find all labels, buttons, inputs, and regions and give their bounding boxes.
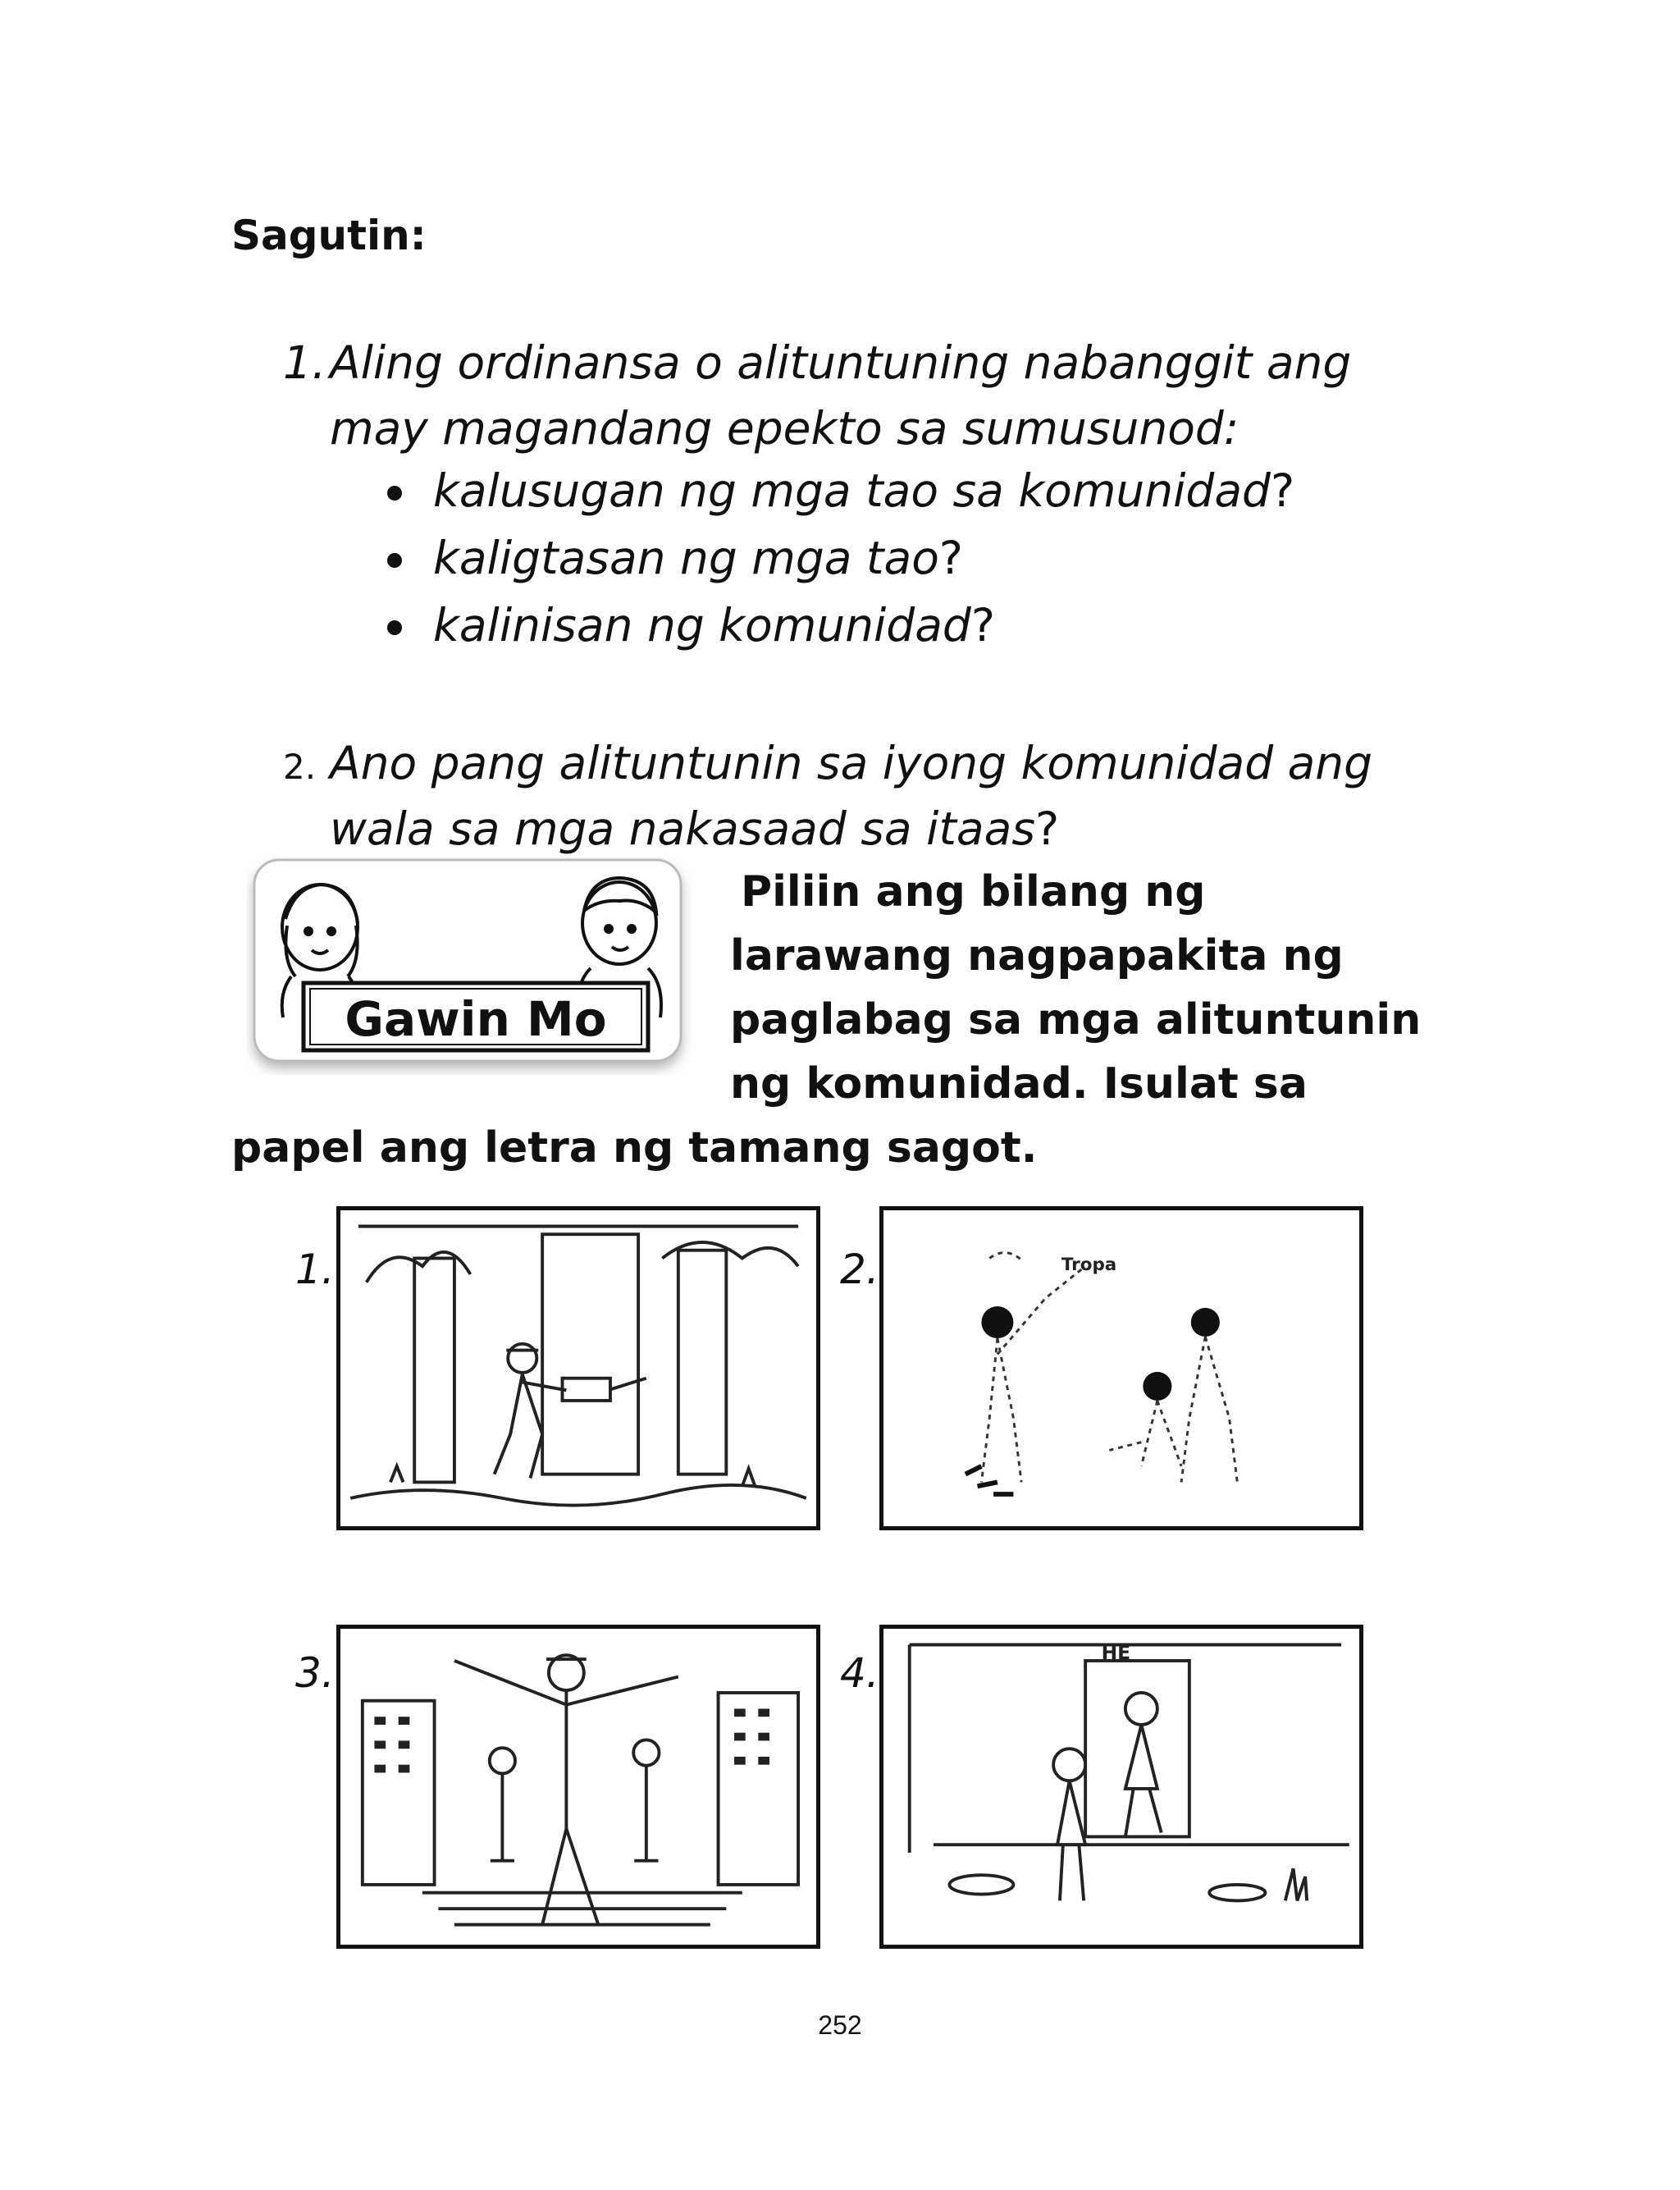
instruction-line-5: papel ang letra ng tamang sagot. xyxy=(231,1123,1038,1173)
bullet-dot xyxy=(387,620,402,635)
bullet-item-3 xyxy=(433,599,995,652)
picture-2-number: 2. xyxy=(840,1246,879,1293)
man-cutting-tree-illustration xyxy=(340,1210,816,1526)
question-1 xyxy=(283,330,326,395)
bullet-text: kalinisan ng komunidad xyxy=(433,599,971,652)
question-2-line-2-text: wala sa mga nakasaad sa itaas xyxy=(330,802,1035,855)
instruction-line-2: larawang nagpapakita ng xyxy=(730,931,1344,981)
bullet-item-1 xyxy=(433,464,1294,517)
picture-1-number: 1. xyxy=(295,1246,335,1293)
question-2-number: 2. xyxy=(283,747,317,787)
picture-3-number: 3. xyxy=(295,1649,335,1697)
picture-1-frame xyxy=(336,1206,820,1530)
question-mark: ? xyxy=(970,599,996,652)
question-2-line-1: Ano pang alituntunin sa iyong komunidad ang xyxy=(330,737,1373,789)
page-number: 252 xyxy=(818,2010,862,2040)
bullet-item-2 xyxy=(433,532,963,584)
question-mark: ? xyxy=(1035,802,1060,855)
question-2-line-2 xyxy=(330,796,1059,862)
instruction-line-4: ng komunidad. Isulat sa xyxy=(730,1059,1308,1109)
children-at-door-illustration xyxy=(883,1629,1359,1945)
traffic-officer-crossing-illustration xyxy=(340,1629,816,1945)
instruction-line-1: Piliin ang bilang ng xyxy=(741,867,1206,917)
gawin-mo-badge xyxy=(246,853,697,1075)
question-mark: ? xyxy=(938,532,964,584)
instruction-line-3: paglabag sa mga alituntunin xyxy=(730,995,1422,1045)
picture-4-frame xyxy=(879,1625,1363,1949)
wall-graffiti-text: Tropa xyxy=(1061,1255,1117,1276)
gawin-mo-label: Gawin Mo xyxy=(345,991,607,1047)
question-2 xyxy=(283,730,316,800)
bullet-text: kaligtasan ng mga tao xyxy=(433,532,939,584)
question-1-line-2: may magandang epekto sa sumusunod: xyxy=(330,402,1239,455)
question-1-line-1: Aling ordinansa o alituntuning nabanggit ang xyxy=(330,336,1352,389)
picture-2-frame xyxy=(879,1206,1363,1530)
picture-3-frame xyxy=(336,1625,820,1949)
gawin-mo-illustration xyxy=(246,853,697,1075)
bullet-text: kalusugan ng mga tao sa komunidad xyxy=(433,464,1271,517)
bullet-dot xyxy=(387,486,402,501)
bullet-dot xyxy=(387,553,402,568)
picture-4-number: 4. xyxy=(840,1649,879,1697)
section-heading: Sagutin: xyxy=(231,212,427,259)
children-vandalizing-illustration xyxy=(883,1210,1359,1526)
door-sign-text: HE xyxy=(1101,1641,1131,1665)
question-mark: ? xyxy=(1270,464,1295,517)
question-1-number: 1. xyxy=(283,336,326,389)
